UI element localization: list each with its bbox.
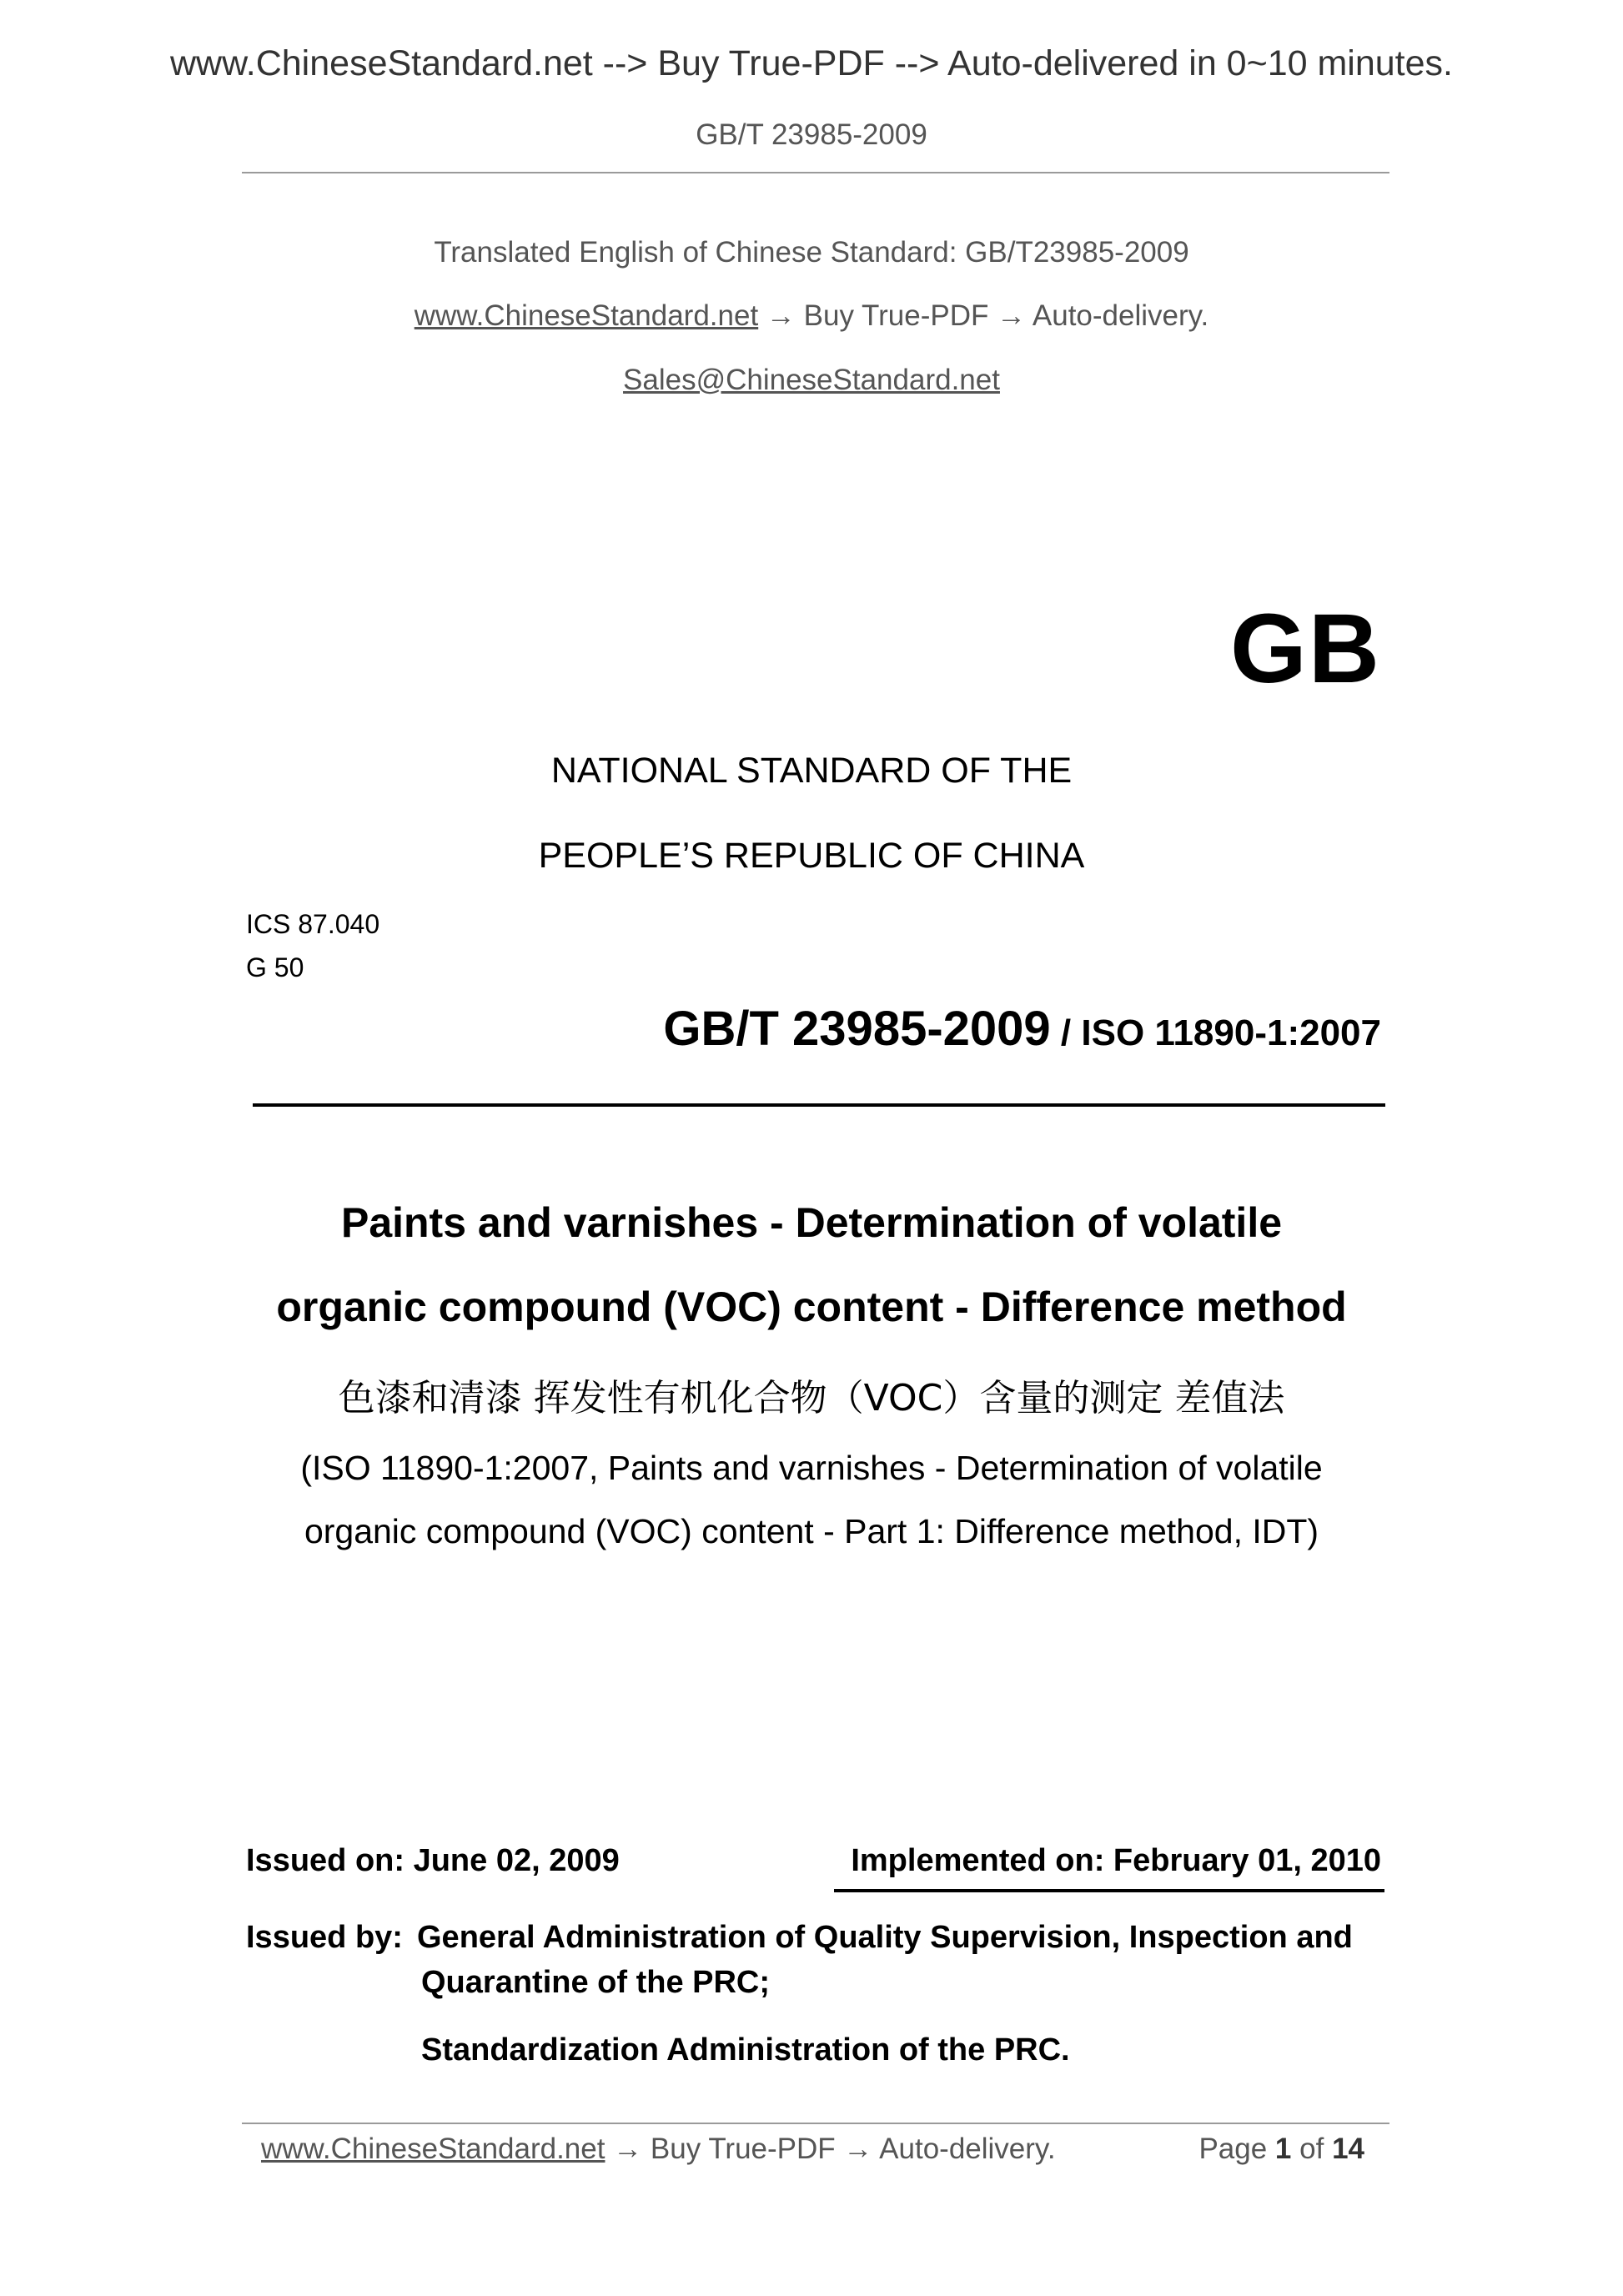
title-line-1: Paints and varnishes - Determination of volatile bbox=[340, 1199, 1283, 1246]
footer-site-link[interactable]: www.ChineseStandard.net bbox=[261, 2133, 605, 2165]
top-banner: www.ChineseStandard.net --> Buy True-PDF --> Auto-delivered in 0~10 minutes. bbox=[169, 43, 1453, 83]
running-header: GB/T 23985-2009 bbox=[696, 118, 927, 151]
g-code: G 50 bbox=[246, 952, 304, 982]
title-line-2: organic compound (VOC) content - Difference method bbox=[276, 1284, 1347, 1330]
page-label: Page bbox=[1198, 2133, 1268, 2165]
number-separator: / bbox=[1050, 1012, 1082, 1053]
site-link[interactable]: www.ChineseStandard.net bbox=[414, 299, 759, 332]
title-chinese: 色漆和清漆 挥发性有机化合物（VOC）含量的测定 差值法 bbox=[338, 1377, 1285, 1419]
iso-reference-line-1: (ISO 11890-1:2007, Paints and varnishes - Determination of volatile bbox=[300, 1449, 1323, 1487]
ics-code: ICS 87.040 bbox=[246, 909, 380, 939]
translation-notice: Translated English of Chinese Standard: GB/T23985-2009 bbox=[434, 236, 1189, 269]
iso-reference-line-2: organic compound (VOC) content - Part 1: Difference method, IDT) bbox=[304, 1512, 1319, 1550]
footer-delivery-text: → Buy True-PDF → Auto-delivery. bbox=[613, 2133, 1056, 2165]
page-current: 1 bbox=[1274, 2133, 1292, 2165]
issuer-1-line-1: General Administration of Quality Supervision, Inspection and bbox=[417, 1920, 1353, 1955]
gb-number: GB/T 23985-2009 bbox=[663, 1002, 1051, 1056]
iso-prefix: ISO bbox=[1081, 1012, 1155, 1053]
issued-by-label: Issued by: bbox=[246, 1920, 403, 1955]
page-of-label: of bbox=[1299, 2133, 1324, 2165]
sales-line bbox=[0, 364, 1623, 397]
footer-divider bbox=[242, 2123, 1389, 2124]
page-indicator bbox=[1198, 2133, 1364, 2166]
delivery-line bbox=[0, 299, 1623, 333]
standard-divider bbox=[253, 1103, 1385, 1107]
issuer-1-line-2: Quarantine of the PRC; bbox=[421, 1965, 771, 2000]
gb-logo: GB bbox=[1230, 594, 1381, 704]
header-divider bbox=[242, 172, 1389, 173]
issued-on-date: Issued on: June 02, 2009 bbox=[246, 1843, 620, 1878]
delivery-text: → Buy True-PDF → Auto-delivery. bbox=[766, 299, 1209, 332]
implemented-on-date: Implemented on: February 01, 2010 bbox=[851, 1843, 1381, 1878]
page-total: 14 bbox=[1332, 2133, 1364, 2165]
issuer-2: Standardization Administration of the PRC. bbox=[421, 2032, 1070, 2067]
national-standard-line-2: PEOPLE’S REPUBLIC OF CHINA bbox=[538, 836, 1085, 876]
dates-divider bbox=[834, 1889, 1384, 1892]
standard-number bbox=[663, 1001, 1381, 1057]
iso-number: 11890-1:2007 bbox=[1154, 1012, 1381, 1053]
sales-email-link[interactable]: Sales@ChineseStandard.net bbox=[623, 364, 1000, 396]
national-standard-line-1: NATIONAL STANDARD OF THE bbox=[550, 751, 1073, 791]
footer-delivery-line bbox=[261, 2133, 1056, 2166]
